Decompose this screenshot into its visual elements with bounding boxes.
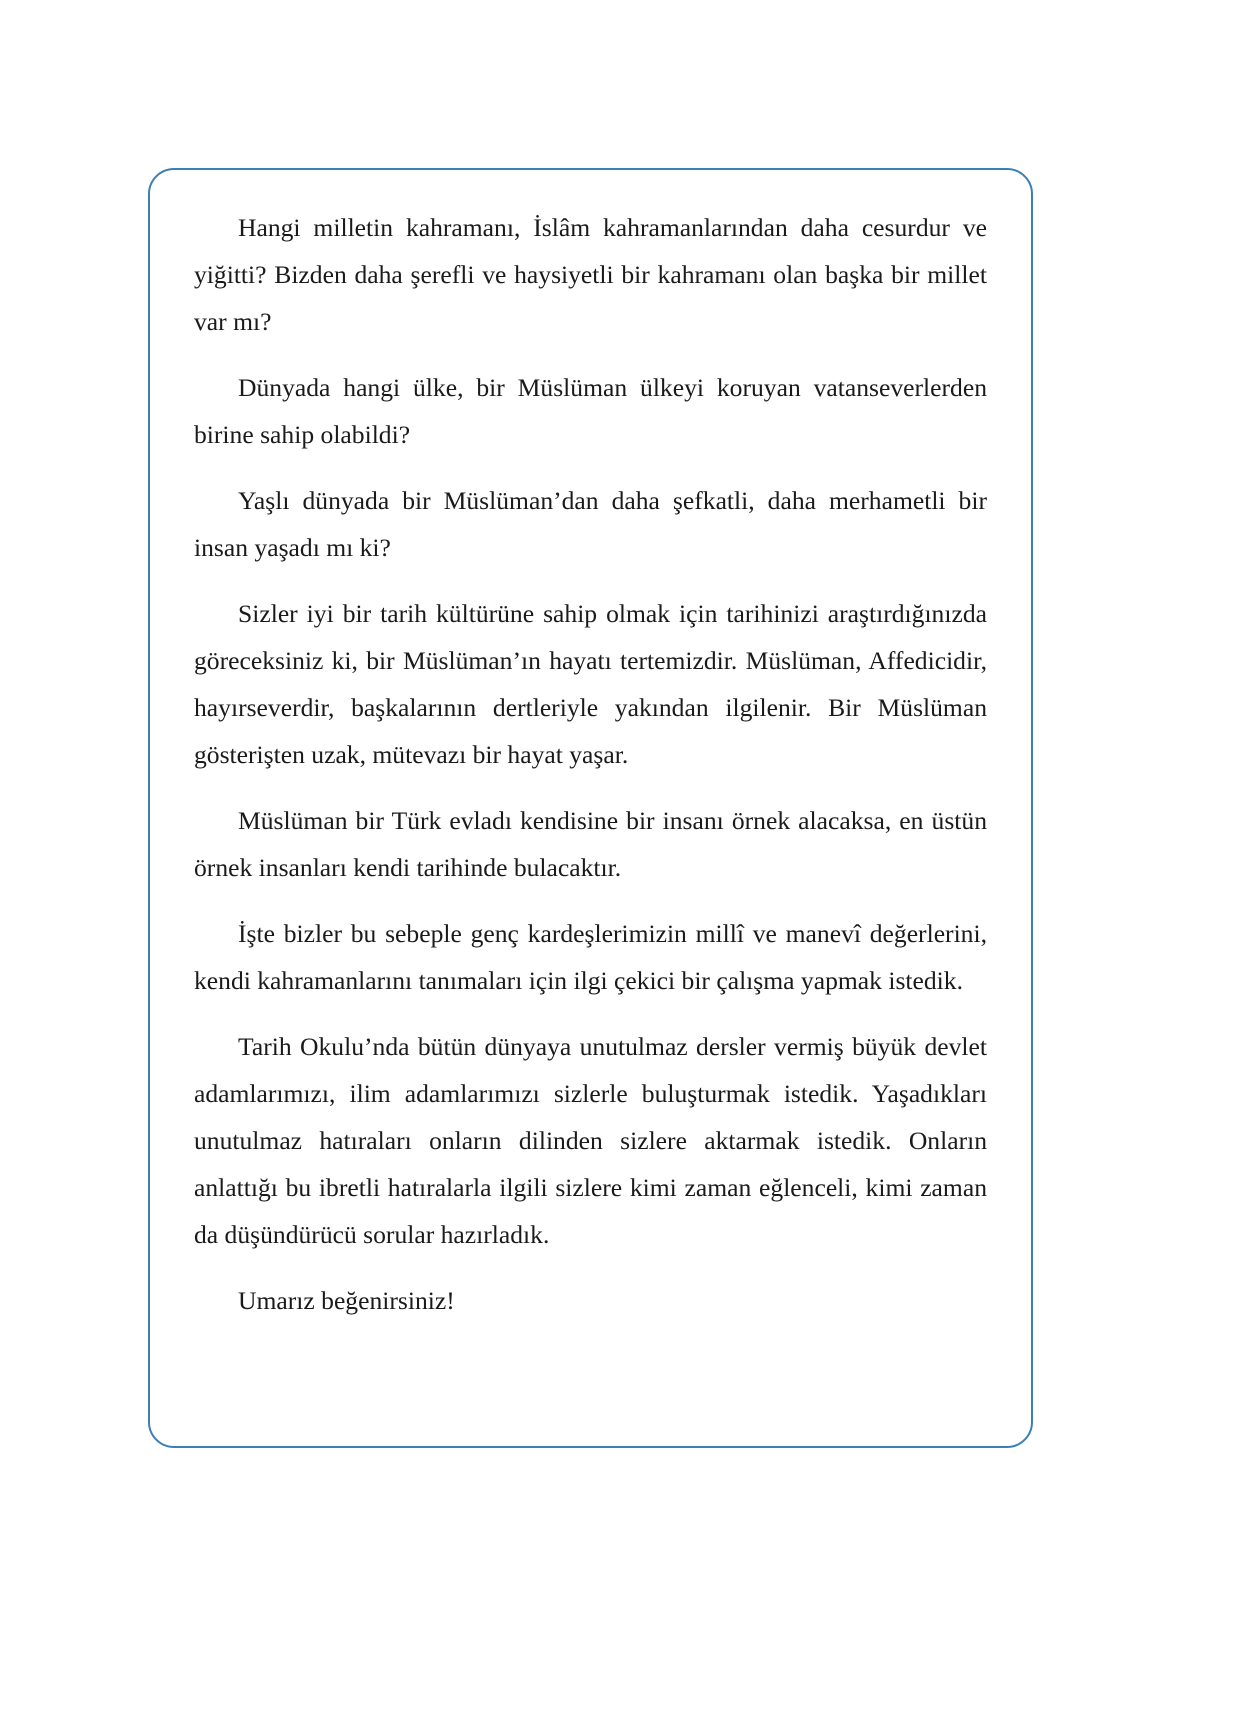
paragraph-2: Dünyada hangi ülke, bir Müslüman ülkeyi koruyan vatanseverlerden birine sahip olabildi? bbox=[194, 373, 987, 449]
paragraph-6: İşte bizler bu sebeple genç kardeşlerimizin millî ve manevî değerlerini, kendi kahramanlarını tanımaları için ilgi çekici bir çalışma yapmak istedik. bbox=[194, 919, 987, 995]
body-text-block bbox=[194, 204, 987, 1324]
paragraph-3: Yaşlı dünyada bir Müslüman’dan daha şefkatli, daha merhametli bir insan yaşadı mı ki? bbox=[194, 486, 987, 562]
paragraph-8-closing: Umarız beğenirsiniz! bbox=[238, 1286, 455, 1315]
paragraph-4: Sizler iyi bir tarih kültürüne sahip olmak için tarihinizi araştırdığınızda göreceksiniz ki, bir Müslüman’ın hayatı tertemizdir. Müslüman, Affedicidir, hayırseverdir, başkalarının dertleriyle yakından ilgilenir. Bir Müslüman gösterişten uzak, mütevazı bir hayat yaşar. bbox=[194, 599, 987, 769]
paragraph-5: Müslüman bir Türk evladı kendisine bir insanı örnek alacaksa, en üstün örnek insanları kendi tarihinde bulacaktır. bbox=[194, 806, 987, 882]
bordered-content-frame bbox=[148, 168, 1033, 1448]
paragraph-7: Tarih Okulu’nda bütün dünyaya unutulmaz dersler vermiş büyük devlet adamlarımızı, ilim adamlarımızı sizlerle buluşturmak istedik. Yaşadıkları unutulmaz hatıraları onların dilinden sizlere aktarmak istedik. Onların anlattığı bu ibretli hatıralarla ilgili sizlere kimi zaman eğlenceli, kimi zaman da düşündürücü sorular hazırladık. bbox=[194, 1032, 987, 1249]
paragraph-1: Hangi milletin kahramanı, İslâm kahramanlarından daha cesurdur ve yiğitti? Bizden daha şerefli ve haysiyetli bir kahramanı olan başka bir millet var mı? bbox=[194, 213, 987, 336]
